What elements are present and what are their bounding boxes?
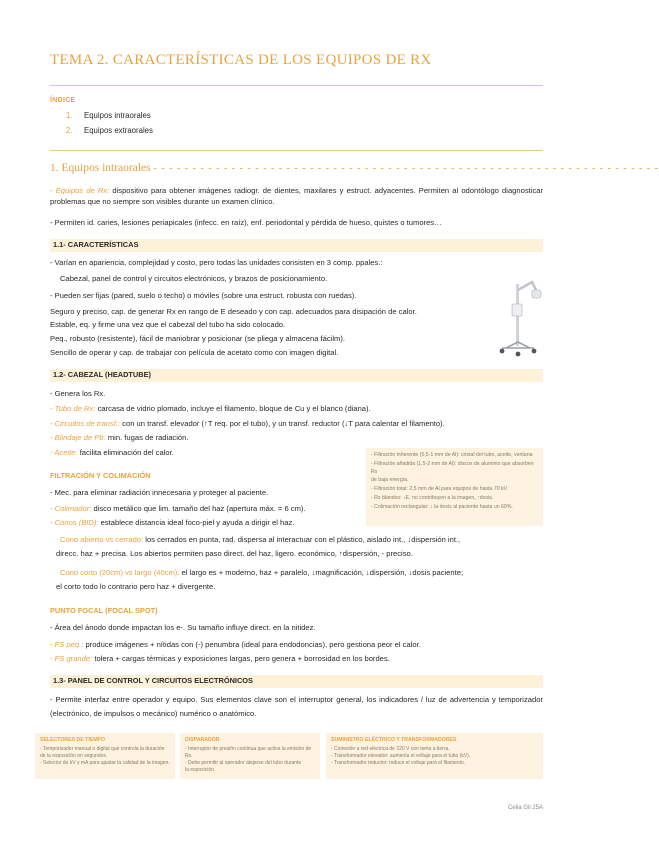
s11-line: Cabezal, panel de control y circuitos electrónicos, y brazos de posicionamiento. [60,274,328,283]
filt-line: el corto todo lo contrario pero haz + divergente. [56,582,216,591]
filt-line: - Colimador: disco metálico que lim. tamaño del haz (apertura máx. = 6 cm). [50,504,306,513]
index-heading: ÍNDICE [50,97,76,104]
s11-line: Peq., robusto (resistente), fácil de maniobrar y posicionar (se pliega y almacena fácilm). [50,334,346,343]
page-title: TEMA 2. CARACTERÍSTICAS DE LOS EQUIPOS DE RX [50,52,432,68]
filt-line: Cono abierto vs cerrado: los cerrados en punta, rad. dispersa al interactuar con el plástico, aislado int., ↓dispersión int., [60,535,461,544]
wheel [500,349,505,354]
section-1-2-band: 1.2- CABEZAL (HEADTUBE) [50,369,543,382]
s11-line: Estable, eq. y firme una vez que el cabezal del tubo ha sido colocado. [50,320,286,329]
filtration-heading: FILTRACIÓN Y COLIMACIÓN [50,471,151,480]
s12-line: - Blindaje de Pb: min. fugas de radiación. [50,433,189,442]
focal-line: - Área del ánodo donde impactan los e-. Su tamaño influye direct. en la nitidez. [50,623,316,632]
s11-line: - Pueden ser fijas (pared, suelo o techo) o móviles (sobre una estruct. robusta con ruedas). [50,291,357,300]
title-rule [50,85,543,86]
author-footer: Celia Gil 25A [507,805,543,811]
filt-line: - Conos (BID): establece distancia ideal foco-piel y ayuda a dirigir el haz. [50,518,295,527]
s12-line: - Circuitos de transf.: con un transf. elevador (↑T req. por el tubo), y un transf. reductor (↓T para calentar el filamento). [50,419,445,428]
index-item[interactable]: 1. Equipos intraorales [66,111,151,120]
index-item[interactable]: 2. Equipos extraorales [66,126,153,135]
time-selectors-box: SELECTORES DE TIEMPO - Temporizador manual o digital que controla la duración de la exposición en segundos. - Selector de kV y mA para ajustar la calidad de la imagen. [35,733,175,779]
s11-line: Sencillo de operar y cap. de trabajar con película de acetato como con imagen digital. [50,348,339,357]
s11-line: - Varían en apariencia, complejidad y costo, pero todas las unidades consisten en 3 comp. ppales.: [50,258,383,267]
trigger-box: DISPARADOR - Interruptor de presión continua que activa la emisión de Rx. - Debe permitir al operador alejarse del tubo durante la exposición. [180,733,320,779]
s12-line: - Aceite: facilita eliminación del calor. [50,448,174,457]
focal-line: - FS grande: tolera + cargas térmicas y exposiciones largas, pero genera + borrosidad en los bordes. [50,654,390,663]
index-list [66,110,153,140]
wheel [532,349,537,354]
filt-line: - Mec. para eliminar radiación innecesaria y proteger al paciente. [50,488,269,497]
intro-line-2: - Permiten id. caries, lesiones periapicales (infecc. en raíz), enf. periodontal y pérdida de hueso, quistes o tumores… [50,218,442,227]
wheel [516,352,521,357]
s12-line: - Tubo de Rx: carcasa de vidrio plomado, incluye el filamento, bloque de Cu y el blanco (diana). [50,404,371,413]
section-1-1-band: 1.1- CARACTERÍSTICAS [50,239,543,252]
focal-spot-heading: PUNTO FOCAL (FOCAL SPOT) [50,606,158,615]
index-rule [50,150,543,151]
control-box [512,304,522,316]
section-1-3-band: 1.3- PANEL DE CONTROL Y CIRCUITOS ELECTRÓNICOS [50,675,543,688]
filt-line: Cono corto (20cm) vs largo (40cm): el largo es + moderno, haz + paralelo, ↓magnificación, ↓dispersión, ↓dosis paciente; [60,568,464,577]
heading-dashes: - - - - - - - - - - - - - - - - - - - - - - - - - - - - - - - - - - - - - - - - - - - - - - - - - - - - - - - - - - - - - - - - - [153,163,659,174]
filtration-note-box: - Filtración inherente (0,5-1 mm de Al): cristal del tubo, aceite, ventana - Filtración añadida (1,5-2 mm de Al): discos de aluminio que absorben Rx de baja energía. - Filtración total: 2,5 mm de Al para equipos de hasta 70 kV. - Rx blandos: ↓E, no contribuyen a la imagen, ↑dosis. - Colimación rectangular: ↓ la dosis al paciente hasta un 60%. [366,448,543,526]
tubehead [532,290,541,298]
focal-line: - FS peq.: produce imágenes + nítidas con (-) penumbra (ideal para endodoncias), pero gestiona peor el calor. [50,640,421,649]
dental-xray-unit-image [494,276,542,360]
section-1-heading: 1. Equipos intraorales - - - - - - - - - - - - - - - - - - - - - - - - - - - - - - - - - - - - - - - - - - - - - - - - - - - - - - - - - - - - - - - - - [50,162,659,174]
intro-paragraph: - Equipos de Rx: dispositivo para obtener imágenes radiogr. de dientes, maxilares y estruct. adyacentes. Permiten al odontólogo diagnosticar problemas que no siempre son visibles durante un examen clínico. [50,186,543,206]
s12-line: - Genera los Rx. [50,389,106,398]
filt-line: direcc. haz + precisa. Los abiertos permiten paso direct. del haz, ligero. económico, ↑dispersión, - preciso. [56,549,413,558]
s13-paragraph: - Permite interfaz entre operador y equipo. Sus elementos clave son el interruptor general, los indicadores / luz de advertencia y temporizador (electrónico, de impulsos o mecánico) numérico o anatómico. [50,695,543,719]
power-supply-box: SUMINISTRO ELÉCTRICO Y TRANSFORMADORES - Conexión a red eléctrica de 220 V con toma a tierra. - Transformador elevador: aumenta el voltaje para el tubo (kV). - Transformador reductor: reduce el voltaje para el filamento. [326,733,543,779]
s11-line: Seguro y preciso, cap. de generar Rx en rango de E deseado y con cap. adecuados para disipación de calor. [50,307,417,316]
